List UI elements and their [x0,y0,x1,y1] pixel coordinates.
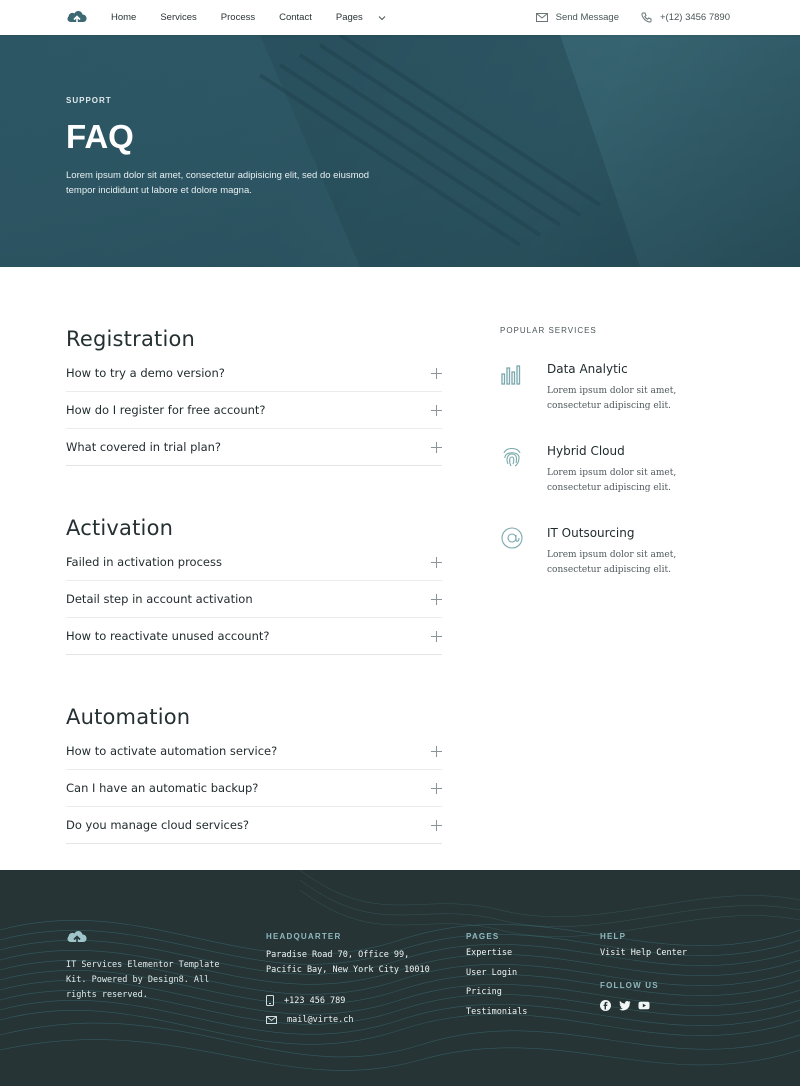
service-title: Hybrid Cloud [547,444,625,458]
plus-icon [431,368,442,379]
page-title: FAQ [66,118,134,155]
faq-item[interactable] [66,392,442,429]
bar-chart-icon [500,362,524,386]
plus-icon [431,746,442,757]
footer-phone-number: +123 456 789 [284,995,346,1006]
service-hybrid-cloud[interactable] [500,444,740,504]
faq-item[interactable] [66,429,442,466]
service-it-outsourcing[interactable] [500,526,740,586]
service-desc: Lorem ipsum dolor sit amet, consectetur adipiscing elit. [547,468,677,493]
fingerprint-icon [500,444,524,468]
footer-address: Paradise Road 70, Office 99, Pacific Bay, New York City 10010 [266,950,430,975]
faq-question: How to try a demo version? [66,366,225,380]
faq-item[interactable] [66,581,442,618]
menu-pages[interactable] [336,12,387,23]
faq-question: How to reactivate unused account? [66,629,270,643]
menu-services[interactable]: Services [160,12,197,23]
send-message-link[interactable] [536,12,619,23]
plus-icon [431,783,442,794]
faq-item[interactable] [66,770,442,807]
chevron-down-icon [377,13,387,23]
menu-home[interactable]: Home [111,12,137,23]
faq-group-activation [66,512,442,655]
send-message-label: Send Message [555,12,619,23]
service-data-analytic[interactable] [500,362,740,422]
faq-question: What covered in trial plan? [66,440,222,454]
service-title: Data Analytic [547,362,628,376]
footer-phone[interactable] [266,995,345,1006]
faq-question: Detail step in account activation [66,592,253,606]
hero-lead: Lorem ipsum dolor sit amet, consectetur adipisicing elit, sed do eiusmod tempor incididunt ut labore et dolore magna. [66,170,370,196]
twitter-icon[interactable] [619,996,631,1008]
facebook-icon[interactable] [600,996,612,1008]
faq-question: Can I have an automatic backup? [66,781,259,795]
service-desc: Lorem ipsum dolor sit amet, consectetur adipiscing elit. [547,386,677,411]
site-footer [0,870,800,1086]
footer-email[interactable] [266,1015,354,1025]
headquarter-heading: HEADQUARTER [266,932,342,941]
cloud-upload-icon[interactable] [66,8,88,26]
envelope-icon [266,1016,277,1024]
menu-pages-label: Pages [335,12,363,23]
footer-pages-links [466,948,527,1026]
cloud-upload-icon[interactable] [66,928,88,946]
hero-eyebrow: SUPPORT [66,96,112,105]
footer-email-address: mail@virte.ch [287,1015,354,1025]
service-desc: Lorem ipsum dolor sit amet, consectetur adipiscing elit. [547,550,677,575]
plus-icon [431,405,442,416]
plus-icon [431,631,442,642]
service-title: IT Outsourcing [547,526,635,540]
hero-banner [0,35,800,267]
menu-contact[interactable]: Contact [279,12,312,23]
footer-link-user-login[interactable]: User Login [466,967,518,978]
phone-number: +(12) 3456 7890 [660,12,730,23]
phone-icon [641,12,652,23]
help-center-link[interactable]: Visit Help Center [600,948,687,958]
faq-group-title: Activation [66,516,174,540]
help-heading: HELP [600,932,627,941]
faq-item[interactable] [66,618,442,655]
footer-link-expertise[interactable]: Expertise [466,948,513,958]
footer-link-pricing[interactable]: Pricing [466,987,502,997]
pages-heading: PAGES [466,932,500,941]
main-menu [111,0,411,35]
sidebar-eyebrow: POPULAR SERVICES [500,326,597,335]
at-sign-icon [500,526,524,550]
faq-group-automation [66,701,442,844]
social-links [600,996,657,1008]
faq-question: How do I register for free account? [66,403,266,417]
popular-services [500,326,740,575]
nav-contact [514,0,730,35]
youtube-icon[interactable] [638,996,650,1008]
faq-item[interactable] [66,544,442,581]
faq-group-title: Automation [66,705,191,729]
faq-group-registration [66,323,442,466]
faq-question: Failed in activation process [66,555,222,569]
faq-question: Do you manage cloud services? [66,818,250,832]
phone-link[interactable] [641,12,730,23]
follow-heading: FOLLOW US [600,981,659,990]
faq-item[interactable] [66,355,442,392]
plus-icon [431,557,442,568]
plus-icon [431,820,442,831]
mobile-icon [266,995,274,1006]
plus-icon [431,442,442,453]
faq-item[interactable] [66,807,442,844]
footer-link-testimonials[interactable]: Testimonials [466,1006,528,1017]
top-navbar [0,0,800,35]
footer-about: IT Services Elementor Template Kit. Powered by Design8. All rights reserved. [66,960,220,1000]
faq-question: How to activate automation service? [66,744,278,758]
faq-section [66,323,442,890]
faq-item[interactable] [66,733,442,770]
menu-process[interactable]: Process [220,12,256,23]
plus-icon [431,594,442,605]
envelope-icon [536,13,548,22]
faq-group-title: Registration [66,327,196,351]
